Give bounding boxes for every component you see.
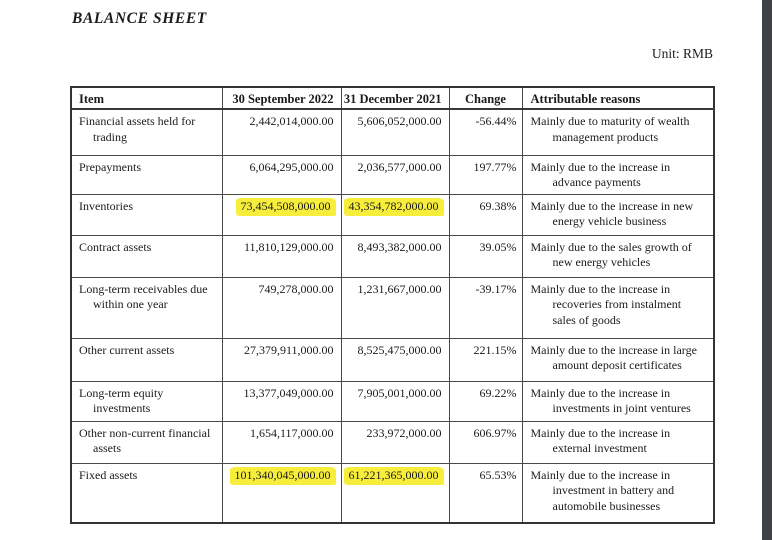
cell-value-2021: 7,905,001,000.00 bbox=[341, 381, 449, 421]
window-edge-strip bbox=[762, 0, 772, 540]
cell-reason: Mainly due to the increase in advance payments bbox=[522, 155, 714, 194]
header-item: Item bbox=[71, 87, 222, 109]
cell-change: 197.77% bbox=[449, 155, 522, 194]
table-row bbox=[71, 155, 714, 194]
balance-sheet-table-grid bbox=[70, 86, 715, 524]
cell-value-2021-highlighted bbox=[341, 463, 449, 523]
cell-item: Contract assets bbox=[71, 235, 222, 277]
cell-reason: Mainly due to the increase in external investment bbox=[522, 421, 714, 463]
cell-item: Inventories bbox=[71, 194, 222, 235]
cell-value-2021: 8,493,382,000.00 bbox=[341, 235, 449, 277]
cell-value-2022: 11,810,129,000.00 bbox=[222, 235, 341, 277]
cell-item: Other current assets bbox=[71, 338, 222, 381]
table-row bbox=[71, 277, 714, 338]
cell-reason: Mainly due to the increase in investment in battery and automobile businesses bbox=[522, 463, 714, 523]
cell-value-2022: 749,278,000.00 bbox=[222, 277, 341, 338]
balance-sheet-table bbox=[70, 86, 714, 524]
cell-change: -56.44% bbox=[449, 109, 522, 155]
cell-change: 69.22% bbox=[449, 381, 522, 421]
cell-item: Prepayments bbox=[71, 155, 222, 194]
page-title: BALANCE SHEET bbox=[72, 10, 207, 27]
cell-value-2021-highlighted bbox=[341, 194, 449, 235]
cell-change: -39.17% bbox=[449, 277, 522, 338]
table-row bbox=[71, 463, 714, 523]
cell-value-2022: 6,064,295,000.00 bbox=[222, 155, 341, 194]
cell-value-2021: 1,231,667,000.00 bbox=[341, 277, 449, 338]
cell-reason: Mainly due to the sales growth of new energy vehicles bbox=[522, 235, 714, 277]
cell-reason: Mainly due to the increase in investments in joint ventures bbox=[522, 381, 714, 421]
table-row bbox=[71, 338, 714, 381]
table-header bbox=[71, 87, 714, 109]
cell-value-2022: 13,377,049,000.00 bbox=[222, 381, 341, 421]
cell-reason: Mainly due to maturity of wealth management products bbox=[522, 109, 714, 155]
cell-value-2022: 27,379,911,000.00 bbox=[222, 338, 341, 381]
table-row bbox=[71, 421, 714, 463]
header-sep-2022: 30 September 2022 bbox=[222, 87, 341, 109]
cell-change: 69.38% bbox=[449, 194, 522, 235]
cell-value-2021: 2,036,577,000.00 bbox=[341, 155, 449, 194]
cell-reason: Mainly due to the increase in new energy vehicle business bbox=[522, 194, 714, 235]
cell-change: 39.05% bbox=[449, 235, 522, 277]
cell-change: 65.53% bbox=[449, 463, 522, 523]
yellow-highlight: 61,221,365,000.00 bbox=[346, 467, 442, 484]
cell-value-2021: 233,972,000.00 bbox=[341, 421, 449, 463]
yellow-highlight: 43,354,782,000.00 bbox=[346, 198, 442, 215]
cell-change: 606.97% bbox=[449, 421, 522, 463]
table-row bbox=[71, 194, 714, 235]
table-row bbox=[71, 381, 714, 421]
yellow-highlight: 101,340,045,000.00 bbox=[232, 467, 334, 484]
cell-value-2022: 2,442,014,000.00 bbox=[222, 109, 341, 155]
header-change: Change bbox=[449, 87, 522, 109]
cell-item: Other non-current financial assets bbox=[71, 421, 222, 463]
cell-item: Fixed assets bbox=[71, 463, 222, 523]
cell-item: Long-term receivables due within one year bbox=[71, 277, 222, 338]
header-dec-2021: 31 December 2021 bbox=[341, 87, 449, 109]
cell-value-2021: 5,606,052,000.00 bbox=[341, 109, 449, 155]
cell-reason: Mainly due to the increase in recoveries from instalment sales of goods bbox=[522, 277, 714, 338]
yellow-highlight: 73,454,508,000.00 bbox=[238, 198, 334, 215]
cell-reason: Mainly due to the increase in large amount deposit certificates bbox=[522, 338, 714, 381]
cell-value-2021: 8,525,475,000.00 bbox=[341, 338, 449, 381]
table-body bbox=[71, 109, 714, 523]
cell-value-2022-highlighted bbox=[222, 463, 341, 523]
cell-change: 221.15% bbox=[449, 338, 522, 381]
table-row bbox=[71, 235, 714, 277]
cell-item: Financial assets held for trading bbox=[71, 109, 222, 155]
table-row bbox=[71, 109, 714, 155]
cell-item: Long-term equity investments bbox=[71, 381, 222, 421]
header-reasons: Attributable reasons bbox=[522, 87, 714, 109]
unit-label: Unit: RMB bbox=[651, 46, 713, 61]
cell-value-2022-highlighted bbox=[222, 194, 341, 235]
cell-value-2022: 1,654,117,000.00 bbox=[222, 421, 341, 463]
header-row bbox=[71, 87, 714, 109]
